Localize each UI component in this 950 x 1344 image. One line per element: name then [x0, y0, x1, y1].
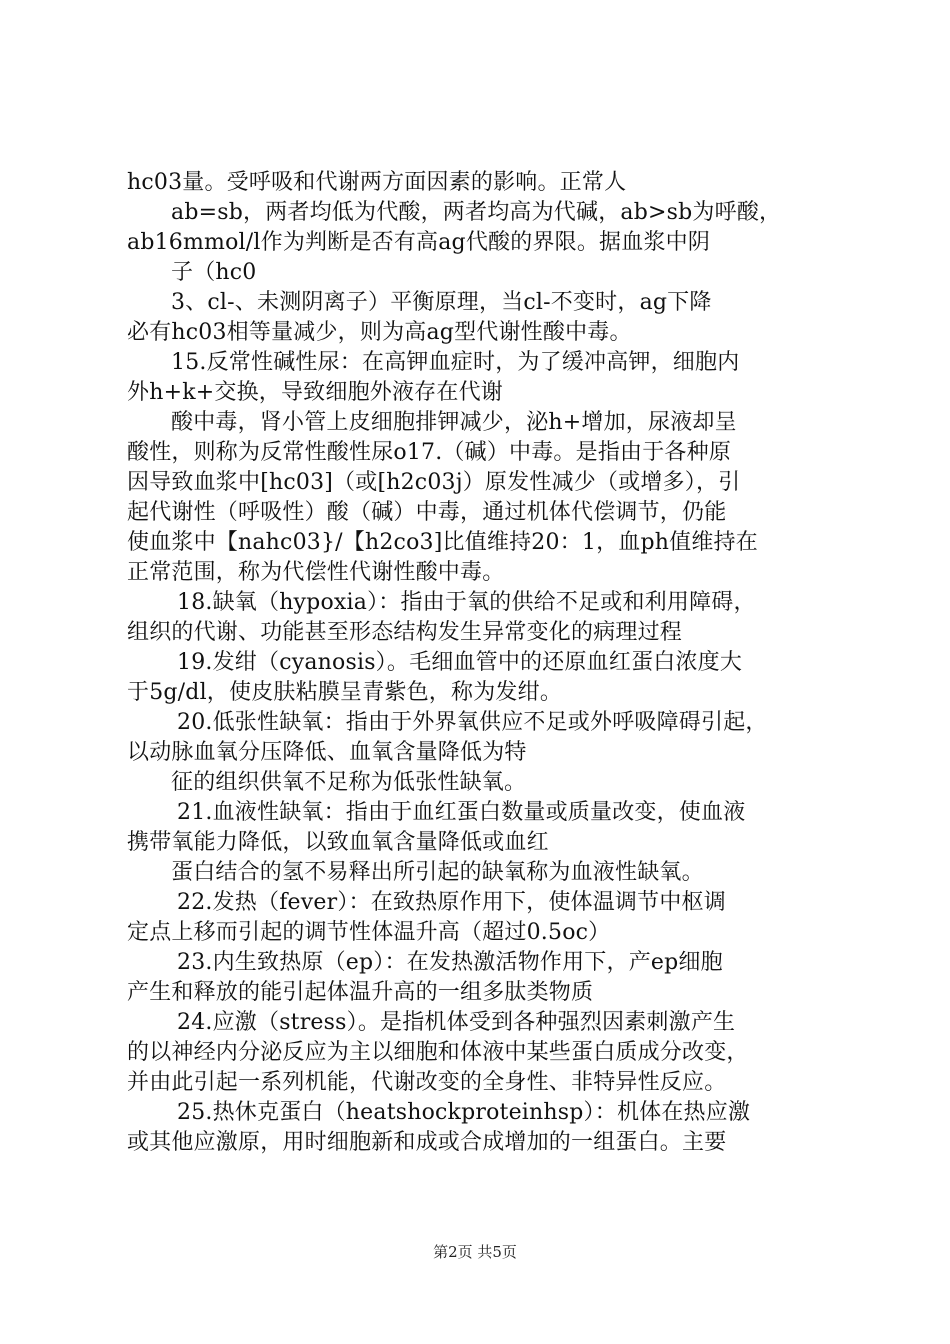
- text-line: 酸中毒，肾小管上皮细胞排钾减少，泌h+增加，尿液却呈: [171, 410, 737, 435]
- text-line: 组织的代谢、功能甚至形态结构发生异常变化的病理过程: [127, 620, 683, 645]
- text-line: 18.缺氧（hypoxia）：指由于氧的供给不足或和利用障碍，: [177, 590, 756, 615]
- text-line: 25.热休克蛋白（heatshockproteinhsp）：机体在热应激: [177, 1100, 751, 1125]
- text-line: 定点上移而引起的调节性体温升高（超过0.5oc）: [127, 920, 611, 945]
- text-line: 外h+k+交换，导致细胞外液存在代谢: [127, 380, 503, 405]
- text-line: 征的组织供氧不足称为低张性缺氧。: [171, 770, 527, 795]
- text-line: 的以神经内分泌反应为主以细胞和体液中某些蛋白质成分改变，: [127, 1040, 749, 1065]
- text-line: 使血浆中【nahc03}/【h2co3]比值维持20：1，血ph值维持在: [127, 530, 758, 555]
- text-line: 子（hc0: [171, 260, 257, 285]
- text-line: 起代谢性（呼吸性）酸（碱）中毒，通过机体代偿调节，仍能: [127, 500, 727, 525]
- text-line: 必有hc03相等量减少，则为高ag型代谢性酸中毒。: [127, 320, 632, 345]
- text-line: 于5g/dl，使皮肤粘膜呈青紫色，称为发绀。: [127, 680, 563, 705]
- text-line: 正常范围，称为代偿性代谢性酸中毒。: [127, 560, 505, 585]
- text-line: 19.发绀（cyanosis）。毛细血管中的还原血红蛋白浓度大: [177, 650, 743, 675]
- text-line: 22.发热（fever）：在致热原作用下，使体温调节中枢调: [177, 890, 726, 915]
- text-line: hc03量。受呼吸和代谢两方面因素的影响。正常人: [127, 170, 627, 195]
- text-line: 酸性，则称为反常性酸性尿o17.（碱）中毒。是指由于各种原: [127, 440, 732, 465]
- text-line: 携带氧能力降低，以致血氧含量降低或血红: [127, 830, 549, 855]
- text-line: 21.血液性缺氧：指由于血红蛋白数量或质量改变，使血液: [177, 800, 746, 825]
- document-body: [127, 168, 837, 1158]
- text-line: 20.低张性缺氧：指由于外界氧供应不足或外呼吸障碍引起，: [177, 710, 768, 735]
- text-line: ab=sb，两者均低为代酸，两者均高为代碱，ab>sb为呼酸，: [171, 200, 782, 225]
- text-line: 产生和释放的能引起体温升高的一组多肽类物质: [127, 980, 594, 1005]
- text-line: 23.内生致热原（ep）：在发热激活物作用下，产ep细胞: [177, 950, 723, 975]
- text-line: 3、cl-、未测阴离子）平衡原理，当cl-不变时，ag下降: [171, 290, 712, 315]
- text-line: 并由此引起一系列机能，代谢改变的全身性、非特异性反应。: [127, 1070, 727, 1095]
- text-line: 或其他应激原，用时细胞新和成或合成增加的一组蛋白。主要: [127, 1130, 727, 1155]
- text-line: 15.反常性碱性尿：在高钾血症时，为了缓冲高钾，细胞内: [171, 350, 740, 375]
- text-line: 24.应激（stress）。是指机体受到各种强烈因素刺激产生: [177, 1010, 736, 1035]
- text-line: 因导致血浆中[hc03]（或[h2c03j）原发性减少（或增多），引: [127, 470, 741, 495]
- text-line: 以动脉血氧分压降低、血氧含量降低为特: [127, 740, 527, 765]
- text-line: 蛋白结合的氢不易释出所引起的缺氧称为血液性缺氧。: [171, 860, 704, 885]
- text-line: ab16mmol/l作为判断是否有高ag代酸的界限。据血浆中阴: [127, 230, 711, 255]
- page-number-footer: 第2页 共5页: [433, 1243, 517, 1261]
